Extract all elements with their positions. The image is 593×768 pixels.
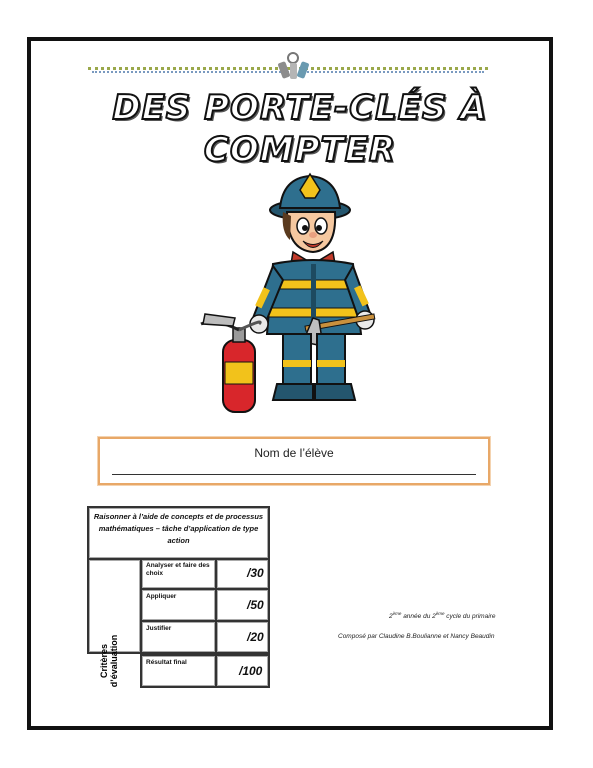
final-result-score-cell: [215, 654, 270, 688]
criteria-row-score: /30: [247, 566, 264, 580]
criteria-row-label-cell: [140, 620, 217, 654]
student-name-line: [112, 474, 476, 475]
authors-credit: Composé par Claudine B.Boulianne et Nancy Beaudin: [338, 633, 495, 640]
keys-icon: [272, 50, 314, 80]
grade-number: 2: [389, 613, 393, 621]
grade-middle-text: année du 2: [401, 613, 436, 621]
grade-superscript-2: ème: [435, 611, 445, 616]
final-result-label-cell: [140, 654, 217, 688]
student-name-label: Nom de l’élève: [254, 446, 334, 460]
criteria-row-label: Justifier: [146, 625, 172, 632]
grade-end-text: cycle du primaire: [444, 613, 496, 621]
criteria-side-cell: [87, 558, 142, 688]
student-name-box[interactable]: [98, 437, 490, 485]
table-heading: Raisonner à l’aide de concepts et de processus mathématiques – tâche d’application de type action: [93, 512, 264, 545]
evaluation-table: [87, 506, 270, 688]
criteria-side-label: Critères d’évaluation: [99, 634, 119, 688]
criteria-side-label-wrap: [95, 619, 127, 703]
criteria-row-label: Appliquer: [146, 593, 177, 600]
criteria-row-label-cell: [140, 558, 217, 590]
criteria-row-score-cell: [215, 588, 270, 622]
firefighter-illustration: [195, 168, 385, 418]
criteria-row-score-cell: [215, 620, 270, 654]
title-line-2: COMPTER: [203, 130, 397, 170]
grade-info: [389, 611, 495, 620]
final-result-score: /100: [239, 664, 263, 678]
criteria-row-score-cell: [215, 558, 270, 590]
table-heading-cell: [87, 506, 270, 560]
final-result-label: Résultat final: [146, 659, 187, 666]
title-line-1: DES PORTE-CLÉS À: [112, 88, 488, 128]
criteria-row-label-cell: [140, 588, 217, 622]
criteria-row-score: /50: [247, 598, 264, 612]
criteria-row-label: Analyser et faire des choix: [146, 562, 210, 577]
criteria-row-score: /20: [247, 630, 264, 644]
grade-superscript-1: ème: [392, 611, 402, 616]
